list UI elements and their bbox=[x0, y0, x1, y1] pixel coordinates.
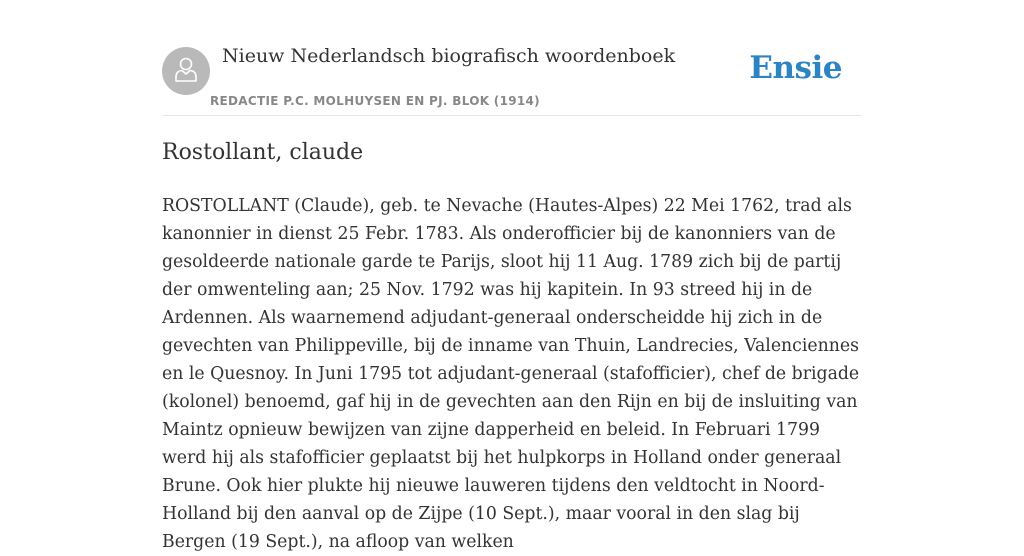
source-editors: REDACTIE P.C. MOLHUYSEN EN PJ. BLOK (1914) bbox=[210, 94, 540, 108]
avatar bbox=[162, 47, 210, 95]
content-container bbox=[162, 0, 862, 552]
entry-title: Rostollant, claude bbox=[162, 140, 364, 165]
source-title[interactable]: Nieuw Nederlandsch biografisch woordenboek bbox=[222, 45, 676, 67]
entry-body: ROSTOLLANT (Claude), geb. te Nevache (Hautes-Alpes) 22 Mei 1762, trad als kanonnier in dienst 25 Febr. 1783. Als onderofficier bij de kanonniers van de gesoldeerde nationale garde te Parijs, sloot hij 11 Aug. 1789 zich bij de partij der omwenteling aan; 25 Nov. 1792 was hij kapitein. In 93 streed hij in de Ardennen. Als waarnemend adjudant-generaal onderscheidde hij zich in de gevechten van Philippeville, bij de inname van Thuin, Landrecies, Valenciennes en le Quesnoy. In Juni 1795 tot adjudant-generaal (stafofficier), chef de brigade (kolonel) benoemd, gaf hij in de gevechten aan den Rijn en bij de insluiting van Maintz opnieuw bewijzen van zijne dapperheid en beleid. In Februari 1799 werd hij als stafofficier geplaatst bij het hulpkorps in Holland onder generaal Brune. Ook hier plukte hij nieuwe lauweren tijdens den veldtocht in Noord-Holland bij den aanval op de Zijpe (10 Sept.), maar vooral in den slag bij Bergen (19 Sept.), na afloop van welken bbox=[162, 196, 860, 552]
source-header bbox=[162, 0, 862, 116]
user-icon bbox=[173, 55, 199, 88]
brand-logo[interactable]: Ensie bbox=[749, 50, 842, 86]
